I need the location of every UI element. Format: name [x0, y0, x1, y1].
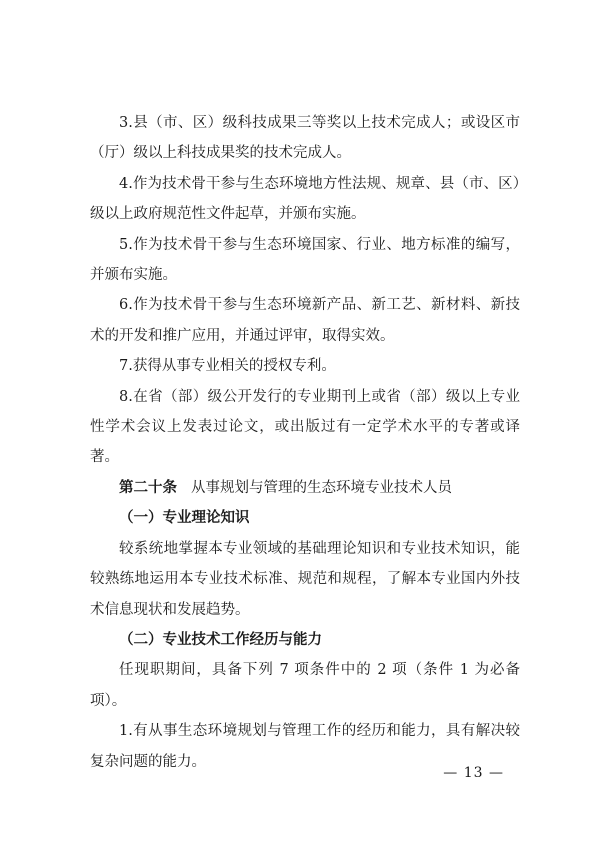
article-label: 第二十条 [119, 479, 177, 496]
paragraph-item-8: 8.在省（部）级公开发行的专业期刊上或省（部）级以上专业性学术会议上发表过论文，或出版过有一定学术水平的专著或译著。 [90, 388, 520, 466]
paragraph-item-3: 3.县（市、区）级科技成果三等奖以上技术完成人；或设区市（厅）级以上科技成果奖的技术完成人。 [90, 115, 520, 162]
article-title: 从事规划与管理的生态环境专业技术人员 [191, 479, 452, 496]
section-heading-theory: （一）专业理论知识 [119, 509, 250, 527]
section-body-theory: 较系统地掌握本专业领域的基础理论知识和专业技术知识，能较熟练地运用本专业技术标准、规范和规程，了解本专业国内外技术信息现状和发展趋势。 [90, 540, 520, 618]
document-body [90, 108, 520, 777]
paragraph-item-6: 6.作为技术骨干参与生态环境新产品、新工艺、新材料、新技术的开发和推广应用，并通过评审，取得实效。 [90, 297, 520, 344]
paragraph-item-5: 5.作为技术骨干参与生态环境国家、行业、地方标准的编写，并颁布实施。 [90, 236, 520, 284]
paragraph-item-7: 7.获得从事专业相关的授权专利。 [119, 358, 336, 375]
paragraph-condition-1: 1.有从事生态环境规划与管理工作的经历和能力，具有解决较复杂问题的能力。 [90, 723, 520, 770]
page-number: — 13 — [443, 765, 504, 781]
section-heading-experience: （二）专业技术工作经历与能力 [119, 630, 322, 648]
paragraph-item-4: 4.作为技术骨干参与生态环境地方性法规、规章、县（市、区）级以上政府规范性文件起草，并颁布实施。 [90, 175, 520, 223]
article-heading [90, 473, 520, 503]
section-intro-experience: 任现职期间，具备下列 7 项条件中的 2 项（条件 1 为必备项）。 [90, 662, 520, 709]
